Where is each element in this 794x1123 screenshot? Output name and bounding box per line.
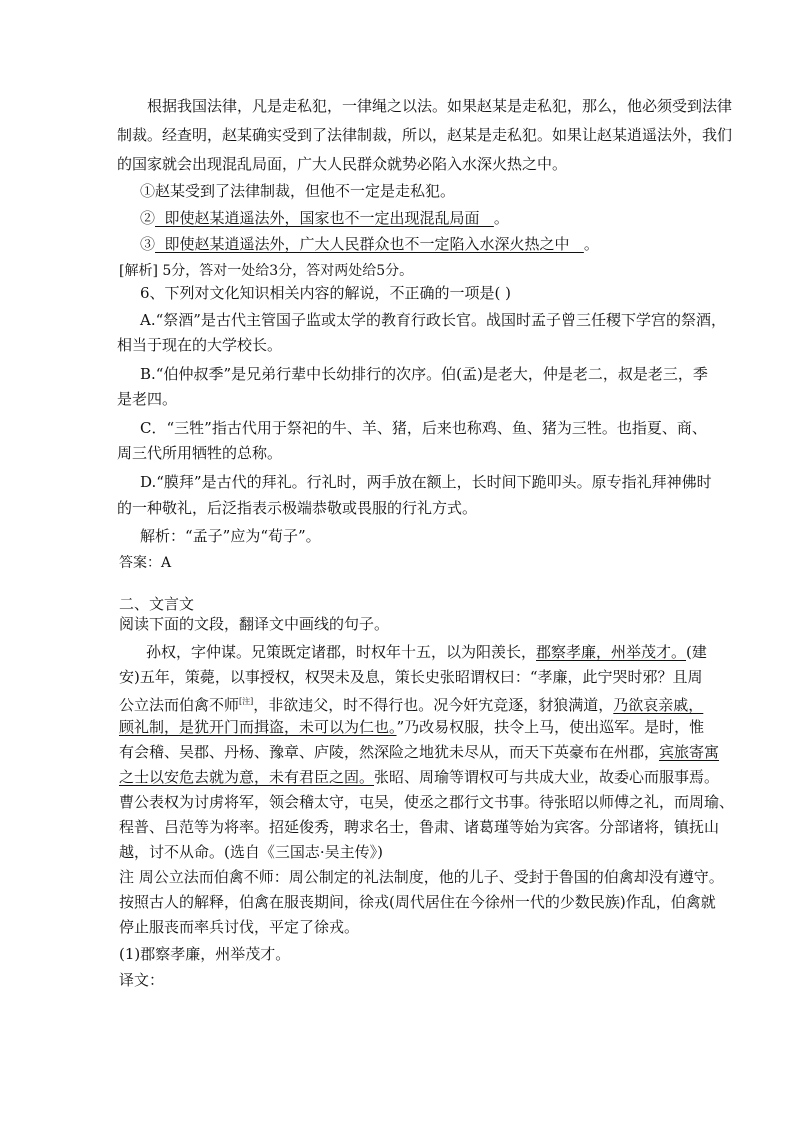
analysis-1: [解析] 5分，答对一处给3分，答对两处给5分。 — [119, 263, 414, 279]
choice-d-cont: 的一种敬礼，后泛指表示极端恭敬或畏服的行礼方式。 — [117, 499, 478, 517]
classical-text-line — [119, 717, 704, 737]
section-heading: 二、文言文 — [119, 595, 195, 613]
option-3-marker: ③ — [140, 235, 156, 253]
underlined-sentence: 乃欲哀亲戚， — [613, 696, 704, 714]
classical-text-line: 越，讨不从命。(选自《三国志·吴主传》) — [119, 843, 383, 861]
classical-text-line: 安)五年，策薨，以事授权，权哭未及息，策长史张昭谓权曰：“孝廉，此宁哭时邪？且周 — [119, 668, 703, 686]
underlined-sentence: 宾旅寄寓 — [659, 743, 720, 761]
instruction: 阅读下面的文段，翻译文中画线的句子。 — [119, 615, 390, 633]
underlined-sentence: 之士以安危去就为意，未有君臣之固。 — [119, 768, 375, 786]
choice-d: D.“膜拜”是古代的拜礼。行礼时，两手放在额上，长时间下跪叩头。原专指礼拜神佛时 — [140, 473, 712, 491]
underlined-sentence: 郡察孝廉，州举茂才。 — [536, 643, 687, 661]
translation-label: 译文： — [119, 971, 165, 989]
classical-text-line: 曹公表权为讨虏将军，领会稽太守，屯吴，使丞之郡行文书事。待张昭以师傅之礼，而周瑜、 — [119, 793, 735, 811]
text-segment: ”乃改易权服，扶令上马，使出巡军。是时，惟 — [396, 718, 705, 736]
option-2-underlined-answer: 即使赵某逍遥法外，国家也不一定出现混乱局面 — [155, 209, 494, 227]
text-segment: 孙权，字仲谋。兄策既定诸郡，时权年十五，以为阳羡长， — [146, 643, 537, 661]
text-segment: 公立法而伯禽不师 — [119, 696, 240, 714]
text-segment: 张昭、周瑜等谓权可与共成大业，故委心而服事焉。 — [374, 768, 720, 786]
text-segment: ，非欲违父，时不得行也。况今奸宄竞逐，豺狼满道， — [253, 696, 614, 714]
passage-line: 的国家就会出现混乱局面，广大人民群众就势必陷入水深火热之中。 — [117, 155, 568, 173]
option-3 — [140, 234, 599, 254]
text-segment: 有会稽、吴郡、丹杨、豫章、庐陵，然深险之地犹未尽从，而天下英豪布在州郡， — [119, 743, 660, 761]
passage-line: 制裁。经查明，赵某确实受到了法律制裁，所以，赵某是走私犯。如果让赵某逍遥法外，我们 — [117, 126, 733, 144]
choice-b: B.“伯仲叔季”是兄弟行辈中长幼排行的次序。伯(孟)是老大，仲是老二，叔是老三，季 — [140, 365, 708, 383]
choice-c-cont: 周三代所用牺牲的总称。 — [117, 444, 283, 462]
choice-c: C．“三牲”指古代用于祭祀的牛、羊、猪，后来也称鸡、鱼、猪为三牲。也指夏、商、 — [140, 419, 707, 437]
classical-text-line — [119, 767, 719, 787]
passage-line: 根据我国法律，凡是走私犯，一律绳之以法。如果赵某是走私犯，那么，他必须受到法律 — [147, 97, 733, 115]
choice-a-cont: 相当于现在的大学校长。 — [117, 336, 283, 354]
note-marker: [注] — [239, 697, 254, 706]
translation-question: (1)郡察孝廉，州举茂才。 — [119, 945, 291, 963]
question-6-stem: 6、下列对文化知识相关内容的解说，不正确的一项是( ) — [140, 284, 512, 302]
choice-b-cont: 是老四。 — [117, 390, 178, 408]
classical-text-line: 程普、吕范等为将率。招延俊秀，聘求名士，鲁肃、诸葛瑾等始为宾客。分部诸将，镇抚山 — [119, 818, 720, 836]
option-1: ①赵某受到了法律制裁，但他不一定是走私犯。 — [140, 182, 456, 200]
note-line: 停止服丧而率兵讨伐，平定了徐戎。 — [119, 918, 360, 936]
classical-text-line — [119, 742, 719, 762]
option-2-marker: ② — [140, 209, 156, 227]
analysis-q6: 解析：“孟子”应为“荀子”。 — [140, 527, 321, 545]
underlined-sentence: 顾礼制，是犹开门而揖盗，未可以为仁也。 — [119, 718, 397, 736]
option-3-end: 。 — [583, 235, 599, 253]
answer-q6: 答案：A — [119, 555, 172, 571]
classical-text-line — [146, 642, 707, 662]
option-2 — [140, 208, 509, 228]
option-3-underlined-answer: 即使赵某逍遥法外，广大人民群众也不一定陷入水深火热之中 — [155, 235, 584, 253]
option-2-end: 。 — [493, 209, 509, 227]
text-segment: (建 — [686, 643, 707, 661]
note-line: 注 周公立法而伯禽不师：周公制定的礼法制度，他的儿子、受封于鲁国的伯禽却没有遵守。 — [119, 868, 724, 886]
classical-text-line — [119, 692, 703, 715]
note-line: 按照古人的解释，伯禽在服丧期间，徐戎(周代居住在今徐州一代的少数民族)作乱，伯禽就 — [119, 893, 716, 911]
choice-a: A.“祭酒”是古代主管国子监或太学的教育行政长官。战国时孟子曾三任稷下学宫的祭酒， — [140, 311, 726, 329]
